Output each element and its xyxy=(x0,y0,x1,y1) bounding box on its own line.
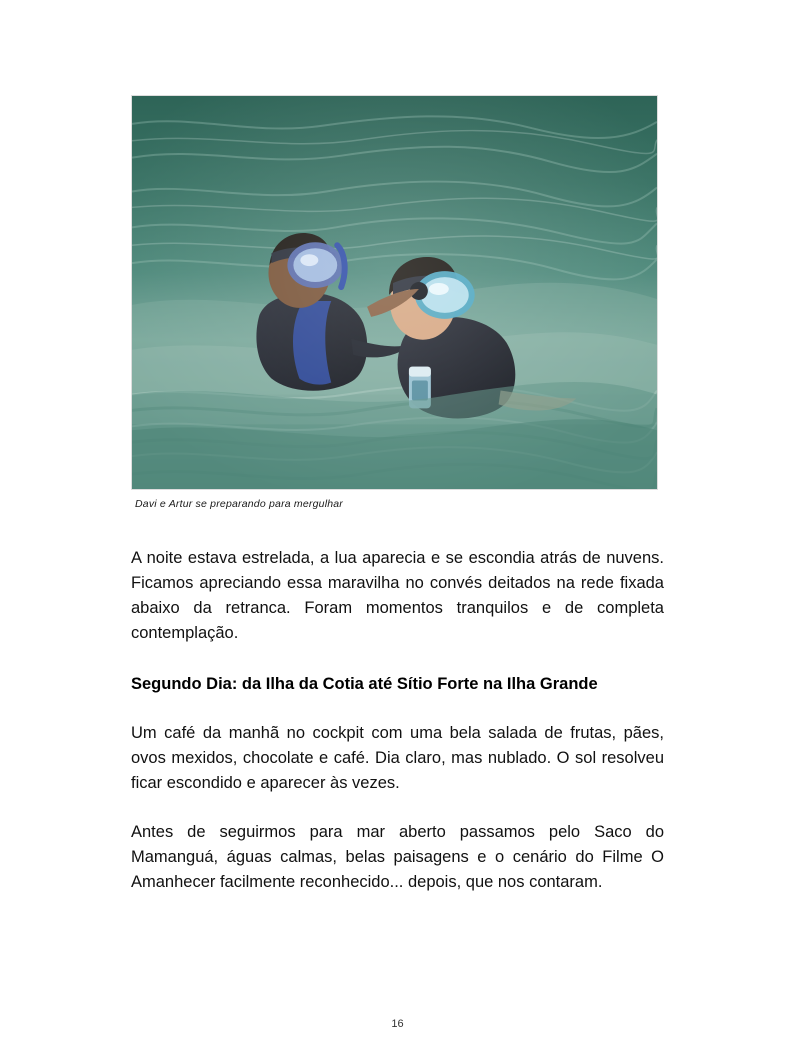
paragraph-1: A noite estava estrelada, a lua aparecia e se escondia atrás de nuvens. Ficamos apreciando essa maravilha no convés deitados na rede fixada abaixo da retranca. Foram momentos tranquilos e de completa contemplação. xyxy=(131,549,664,642)
paragraph-3: Antes de seguirmos para mar aberto passamos pelo Saco do Mamanguá, águas calmas, belas paisagens e o cenário do Filme O Amanhecer facilmente reconhecido... depois, que nos contaram. xyxy=(131,823,664,891)
photo-illustration xyxy=(132,96,657,489)
photo-divers xyxy=(131,95,658,490)
figure-caption: Davi e Artur se preparando para mergulhar xyxy=(135,498,343,510)
page-number: 16 xyxy=(391,1018,404,1030)
section-heading: Segundo Dia: da Ilha da Cotia até Sítio Forte na Ilha Grande xyxy=(131,675,598,693)
figure-divers xyxy=(131,95,658,510)
page-content xyxy=(131,95,664,895)
paragraph-2: Um café da manhã no cockpit com uma bela salada de frutas, pães, ovos mexidos, chocolate e café. Dia claro, mas nublado. O sol resolveu ficar escondido e aparecer às vezes. xyxy=(131,724,664,792)
